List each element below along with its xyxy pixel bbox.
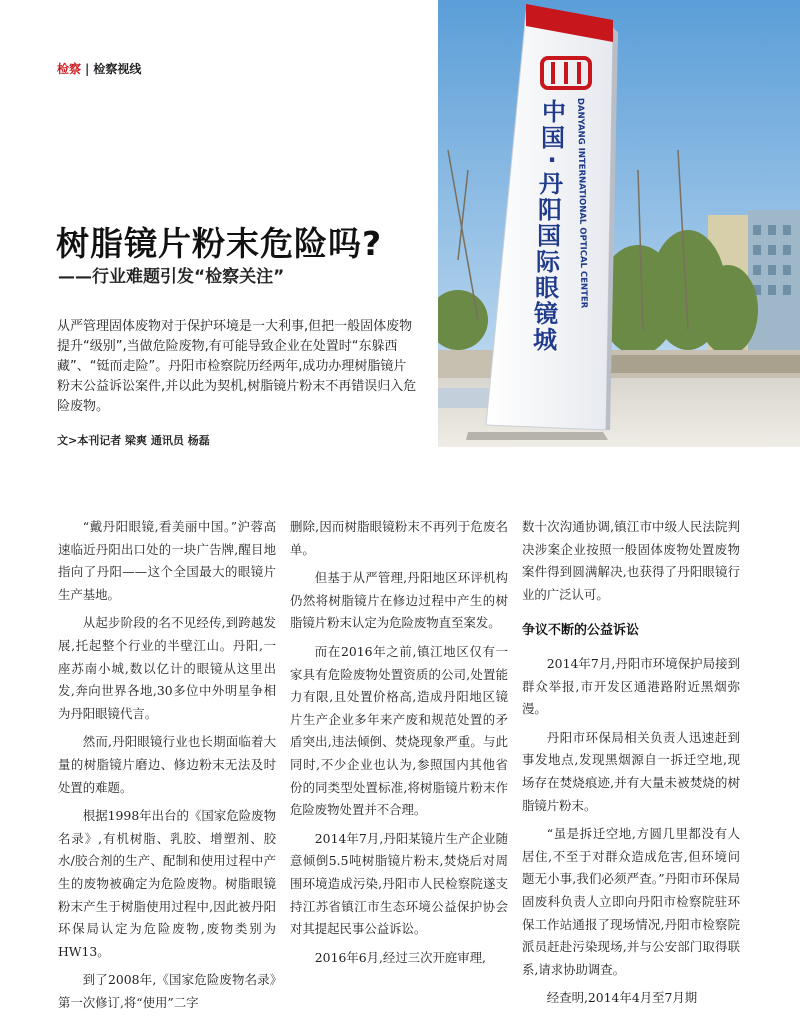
paragraph: 丹阳市环保局相关负责人迅速赶到事发地点,发现黑烟源自一拆迁空地,现场存在焚烧痕迹,并有大量未被焚烧的树脂镜片粉末。: [522, 729, 740, 813]
paragraph: 然而,丹阳眼镜行业也长期面临着大量的树脂镜片磨边、修边粉末无法及时处置的难题。: [58, 734, 276, 795]
paragraph: 数十次沟通协调,镇江市中级人民法院判决涉案企业按照一般固体废物处置废物案件得到圆满解决,也获得了丹阳眼镜行业的广泛认可。: [522, 519, 740, 602]
paragraph: 到了2008年,《国家危险废物名录》第一次修订,将“使用”二字: [58, 972, 276, 1010]
article-column-3: [522, 516, 740, 1016]
paragraph: 2014年7月,丹阳市环境保护局接到群众举报,市开发区通港路附近黑烟弥漫。: [522, 655, 740, 717]
svg-text:镜: 镜: [534, 300, 558, 328]
section-tag: [57, 60, 141, 77]
paragraph: 而在2016年之前,镇江地区仅有一家具有危险废物处置资质的公司,处置能力有限,且处置价格高,造成丹阳地区镜片生产企业多年来产废和规范处置的矛盾突出,违法倾倒、焚烧现象严重。与此同时,不少企业也认为,参照国内其他省份的同类型处置标准,将树脂镜片粉末作危险废物处置并不合理。: [290, 643, 508, 818]
section-divider: |: [85, 62, 90, 76]
paragraph: “虽是拆迁空地,方圆几里都没有人居住,不至于对群众造成危害,但环境问题无小事,我们必须严查。”丹阳市环保局固废科负责人立即向丹阳市检察院驻环保工作站通报了现场情况,丹阳市检察院派员赶赴污染现场,并与公安部门取得联系,请求协助调查。: [522, 826, 740, 977]
sign-text-chinese: 中: [542, 98, 566, 126]
article-column-1: [58, 516, 276, 1020]
svg-text:城: 城: [533, 326, 557, 354]
paragraph: “戴丹阳眼镜,看美丽中国。”沪蓉高速临近丹阳出口处的一块广告牌,醒目地指向了丹阳——这个全国最大的眼镜片生产基地。: [58, 519, 276, 602]
paragraph: 2014年7月,丹阳某镜片生产企业随意倾倒5.5吨树脂镜片粉末,焚烧后对周围环境造成污染,丹阳市人民检察院遂支持江苏省镇江市生态环境公益保护协会对其提起民事公益诉讼。: [290, 830, 508, 937]
paragraph: 2016年6月,经过三次开庭审理,: [314, 949, 486, 965]
paragraph: 从起步阶段的名不见经传,到跨越发展,托起整个行业的半壁江山。丹阳,一座苏南小城,数以亿计的眼镜从这里出发,奔向世界各地,30多位中外明星争相为丹阳眼镜代言。: [58, 615, 276, 721]
article-photo: [438, 0, 800, 447]
paragraph: 根据1998年出台的《国家危险废物名录》,有机树脂、乳胶、增塑剂、胶水/胶合剂的生产、配制和使用过程中产生的废物被确定为危险废物。树脂眼镜粉末产生于树脂使用过程中,因此被丹阳环保局认定为危险废物,废物类别为HW13。: [58, 808, 276, 959]
svg-text:国: 国: [541, 124, 565, 152]
photo-illustration: [438, 0, 800, 447]
article-intro: 从严管理固体废物对于保护环境是一大利事,但把一般固体废物提升“级别”,当做危险废物,有可能导致企业在处置时“东躲西藏”、“铤而走险”。丹阳市检察院历经两年,成功办理树脂镜片粉末公益诉讼案件,并以此为契机,树脂镜片粉末不再错误归入危险废物。: [57, 319, 417, 414]
section-label: 检察: [57, 62, 82, 76]
article-headline: 树脂镜片粉末危险吗?: [56, 224, 383, 263]
svg-text:阳: 阳: [538, 196, 562, 224]
svg-text:国: 国: [537, 222, 561, 250]
article-subheadline: ——行业难题引发“检察关注”: [58, 267, 285, 287]
svg-text:·: ·: [547, 146, 557, 174]
paragraph: 经查明,2014年4月至7月期: [546, 990, 698, 1006]
svg-text:际: 际: [536, 248, 560, 276]
sign-text-english: DANYANG INTERNATIONAL OPTICAL CENTER: [575, 97, 589, 309]
section-sublabel: 检察视线: [93, 62, 142, 76]
svg-text:眼: 眼: [535, 274, 559, 302]
paragraph: 但基于从严管理,丹阳地区环评机构仍然将树脂镜片在修边过程中产生的树脂镜片粉末认定为危险废物直至案发。: [290, 570, 508, 631]
section-heading: 争议不断的公益诉讼: [522, 623, 640, 639]
paragraph: 删除,因而树脂眼镜粉末不再列于危废名单。: [290, 519, 508, 557]
article-column-2: [290, 516, 508, 975]
article-byline: 文>本刊记者 梁爽 通讯员 杨磊: [57, 434, 210, 447]
svg-text:丹: 丹: [539, 170, 563, 198]
